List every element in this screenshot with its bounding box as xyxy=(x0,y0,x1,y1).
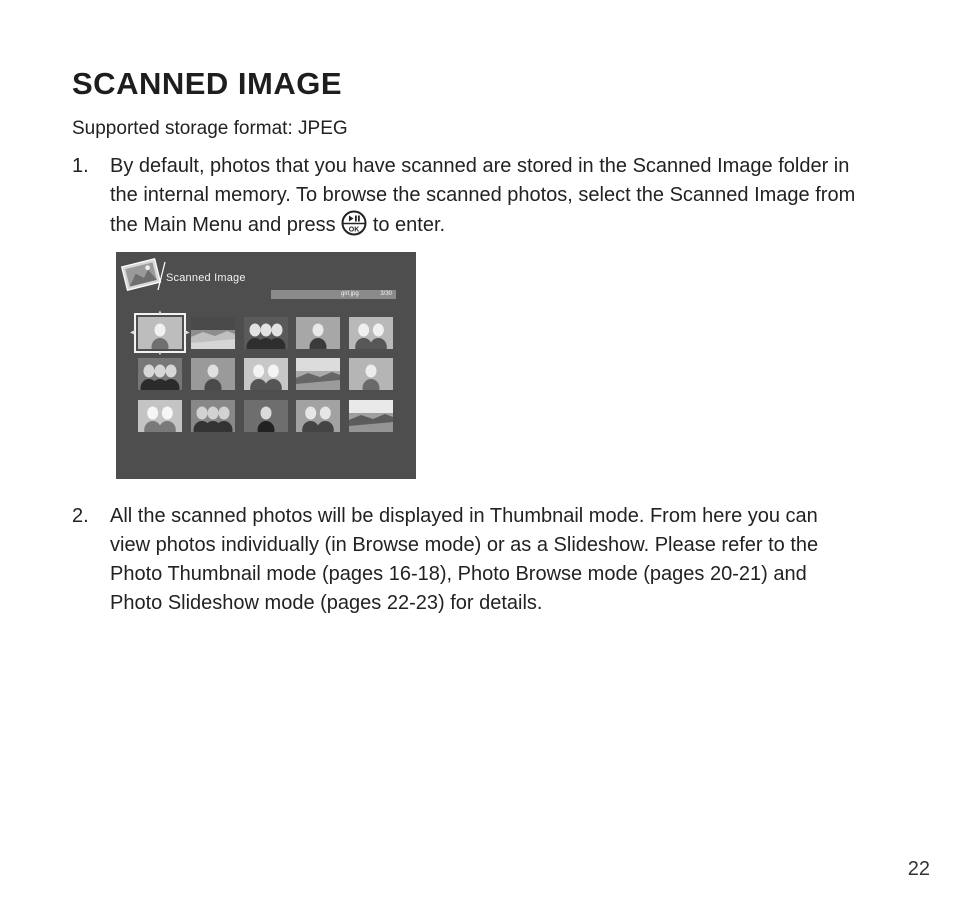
photo-ocean-waves[interactable] xyxy=(349,400,393,432)
page-heading: SCANNED IMAGE xyxy=(72,66,343,101)
photo-family-group[interactable] xyxy=(296,317,340,349)
arrow-down-icon: ▼ xyxy=(157,351,163,357)
photo-woman-outdoors[interactable] xyxy=(349,358,393,390)
arrow-left-icon: ◀ xyxy=(130,330,135,336)
photo-family-portrait[interactable] xyxy=(244,358,288,390)
photo-group-friends[interactable] xyxy=(138,358,182,390)
play-pause-ok-icon xyxy=(341,210,367,236)
supported-format-text: Supported storage format: JPEG xyxy=(72,118,348,139)
step-2 xyxy=(72,502,862,618)
step-1 xyxy=(72,152,862,240)
step-1-text-before: By default, photos that you have scanned are stored in the Scanned Image folder in the internal memory. To browse the scanned photos, select the Scanned Image from the Main Menu and press xyxy=(110,155,856,236)
step-text xyxy=(110,152,862,240)
file-name: girl.jpg xyxy=(341,291,359,297)
photo-family-outdoors[interactable] xyxy=(296,400,340,432)
photo-baby-smiling[interactable] xyxy=(244,317,288,349)
photo-crocodile[interactable] xyxy=(191,317,235,349)
file-info-bar xyxy=(271,290,396,299)
step-text: All the scanned photos will be displayed in Thumbnail mode. From here you can view photos individually (in Browse mode) or as a Slideshow. Please refer to the Photo Thumbnail mode (pages 16-18), Photo Browse mode (pages 20-21) and Photo Slideshow mode (pages 22-23) for details. xyxy=(110,505,819,614)
step-1-text-after: to enter. xyxy=(372,214,446,236)
photo-people-walking[interactable] xyxy=(244,400,288,432)
file-counter: 3/30 xyxy=(380,291,392,297)
photo-couple-beach[interactable] xyxy=(191,358,235,390)
arrow-right-icon: ▶ xyxy=(185,330,190,336)
photo-baby-face[interactable] xyxy=(138,400,182,432)
step-number: 2. xyxy=(72,505,89,527)
scanned-image-screen xyxy=(116,252,416,479)
step-number: 1. xyxy=(72,155,89,177)
scanned-image-icon xyxy=(118,254,168,292)
page-number: 22 xyxy=(907,858,930,880)
screen-title: Scanned Image xyxy=(166,272,246,284)
svg-text:OK: OK xyxy=(349,226,360,234)
arrow-up-icon: ▲ xyxy=(157,310,163,316)
photo-couple-standing[interactable] xyxy=(191,400,235,432)
photo-two-girls[interactable] xyxy=(349,317,393,349)
photo-coastline[interactable] xyxy=(296,358,340,390)
photo-woman-lying[interactable] xyxy=(138,317,182,349)
